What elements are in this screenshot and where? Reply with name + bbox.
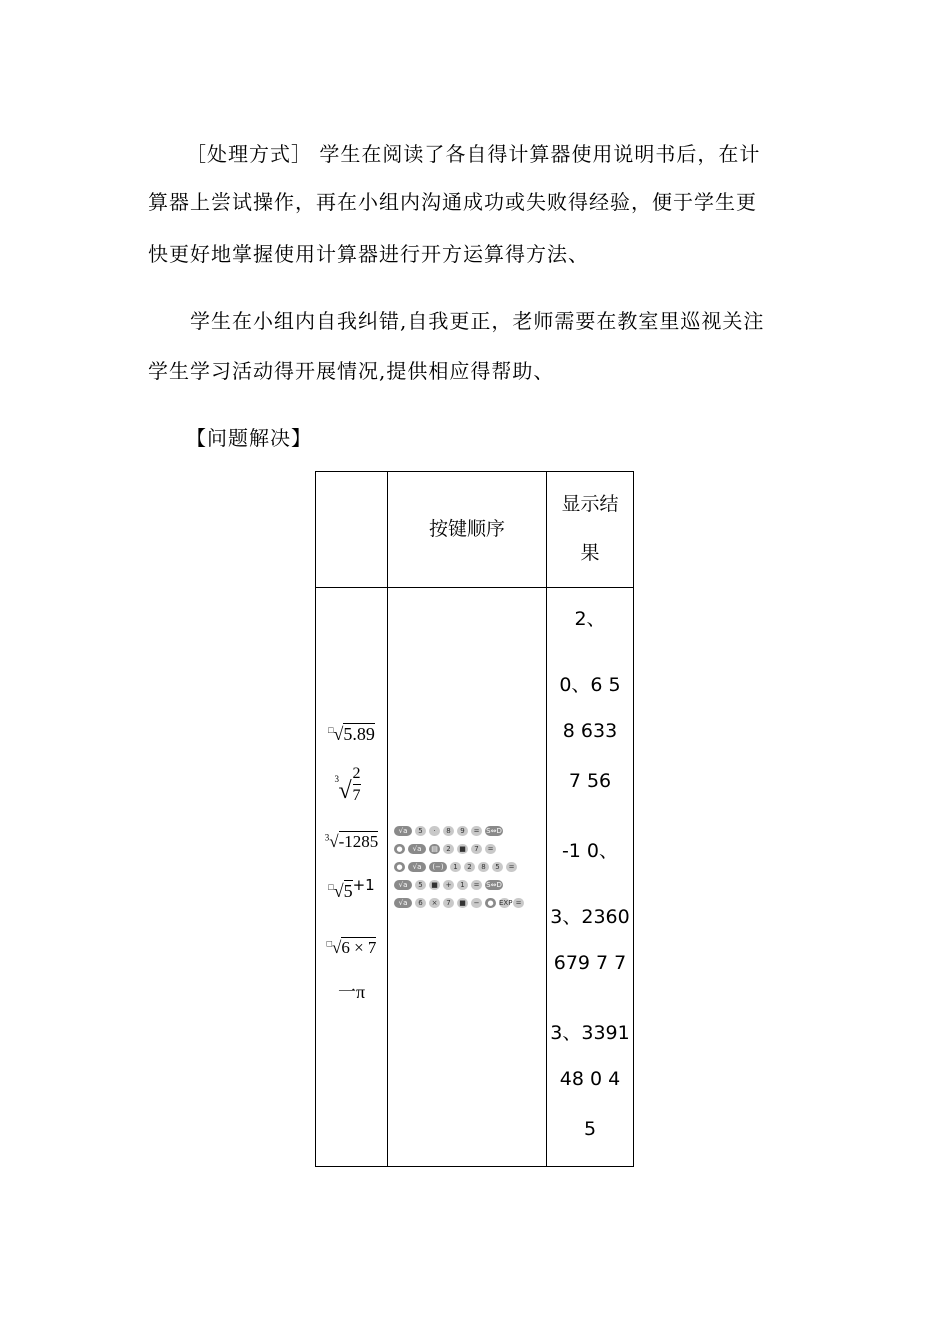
sqrt-key: √a [394,826,412,836]
key-row-2 [394,838,499,857]
exp-key: EXP [499,898,513,907]
key-row-4 [394,874,506,893]
shift-key: ● [394,862,405,872]
paragraph2-line1: 学生在小组内自我纠错,自我更正，老师需要在教室里巡视关注 [190,309,765,333]
digit-key: 7 [443,898,454,908]
multiply-key: × [429,898,440,908]
digit-key: 8 [478,862,489,872]
key-row-5 [394,892,527,911]
expression-sqrt-6x7: □√6 × 7 [326,938,377,957]
key-row-3 [394,856,520,875]
header-result-line2: 果 [580,542,600,564]
table-header-row [316,472,634,588]
result-line: 2、 [574,608,606,630]
sd-key: S⇔D [486,880,502,889]
digit-key: 2 [443,844,454,854]
sqrt-key: √a [394,880,412,890]
calculator-table [315,471,634,1167]
shift-key: ● [485,898,496,908]
result-line: 3、2360 [550,906,630,928]
result-line: 0、6 5 [559,674,621,696]
equals-key: = [513,898,524,908]
expression-sqrt-5-89: □√5.89 [328,724,375,744]
header-cell-result [547,472,634,588]
key-sequence-cell [388,588,547,1167]
sqrt-key: √a [394,898,412,908]
equals-key: = [485,844,496,854]
expression-cube-root-2-7: 3 √ 2 7 [334,765,361,804]
equals-key: = [471,880,482,890]
digit-key: 1 [450,862,461,872]
paragraph1-line1: ［处理方式］ 学生在阅读了各自得计算器使用说明书后，在计 [186,142,761,166]
shift-key: ● [394,844,405,854]
sqrt-key: √a [408,862,426,872]
digit-key: 2 [464,862,475,872]
paragraph1-line3: 快更好地掌握使用计算器进行开方运算得方法、 [148,242,589,266]
minus-key: − [471,898,482,908]
cursor-key: ■ [429,880,440,890]
paragraph1-line2: 算器上尝试操作，再在小组内沟通成功或失败得经验，便于学生更 [148,190,757,214]
digit-key: 5 [415,880,426,890]
result-line: 3、3391 [550,1022,630,1044]
result-line: 8 633 [562,720,618,742]
sd-key: S⇔D [486,826,502,835]
result-line: -1 0、 [561,840,619,862]
fraction-key: ▤ [429,844,440,854]
result-line: 5 [583,1118,597,1140]
results-cell [547,588,634,1167]
cursor-key: ■ [457,898,468,908]
plus-key: + [443,880,454,890]
digit-key: 8 [443,826,454,836]
equals-key: = [471,826,482,836]
negative-key: (−) [429,862,447,872]
expressions-cell [316,588,388,1167]
expression-cube-root-neg-1285: $^3$√-1285 [324,832,379,851]
header-cell-empty [316,472,388,588]
result-line: 48 0 4 [559,1068,621,1090]
equals-key: = [506,862,517,872]
table-body-row [316,588,634,1167]
digit-key: 5 [492,862,503,872]
header-result-line1: 显示结 [561,493,619,515]
expression-sqrt-5-plus-1: $^□√5^{+1}$ [328,876,375,901]
key-row-1 [394,820,506,839]
section-heading: 【问题解决】 [186,426,312,450]
cursor-key: ■ [457,844,468,854]
dot-key: · [429,826,440,836]
digit-key: 1 [457,880,468,890]
digit-key: 6 [415,898,426,908]
expression-minus-pi: 一π [337,982,366,1002]
sqrt-key: √a [408,844,426,854]
digit-key: 5 [415,826,426,836]
digit-key: 7 [471,844,482,854]
result-line: 7 56 [568,770,612,792]
header-key-sequence: 按键顺序 [428,518,505,540]
result-line: 679 7 7 [553,952,627,974]
paragraph2-line2: 学生学习活动得开展情况,提供相应得帮助、 [148,359,555,383]
header-cell-key-sequence [388,472,547,588]
digit-key: 9 [457,826,468,836]
